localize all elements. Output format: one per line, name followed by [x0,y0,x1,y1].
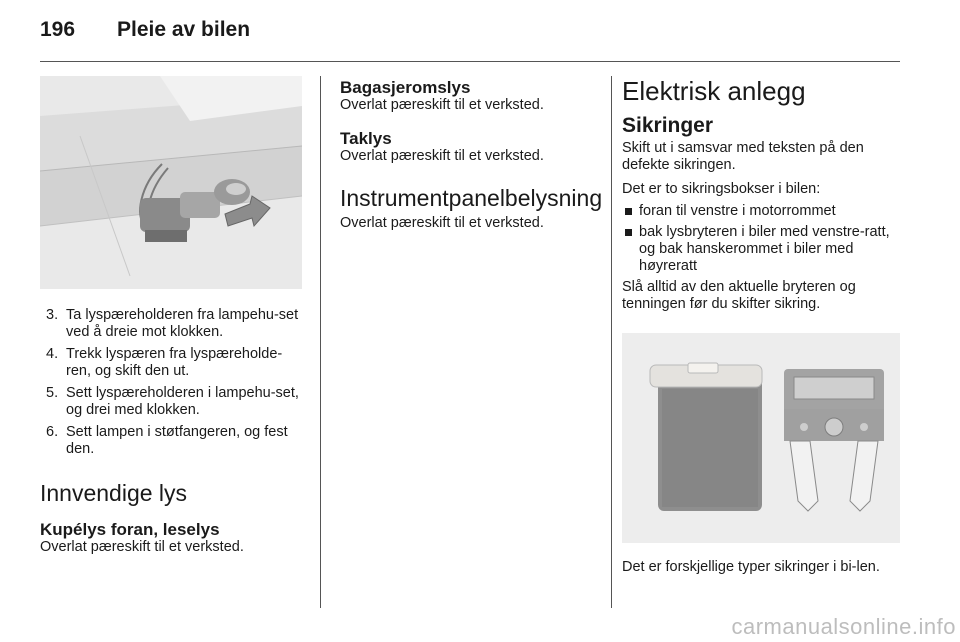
column-3 [622,76,902,576]
section-title-interior-lights: Innvendige lys [40,480,188,506]
bullet-icon [625,208,632,215]
bulb-holder-drawing [40,76,302,289]
header-rule [40,61,900,62]
bulb-holder-illustration [40,76,302,289]
page-number: 196 [40,18,76,41]
bullet-icon [625,229,632,236]
subsection-title-front-courtesy: Kupélys foran, leselys [40,520,220,539]
text-luggage-light: Overlat pæreskift til et verksted. [340,97,544,113]
fuse-box-list [622,203,902,275]
subsection-text-front-courtesy: Overlat pæreskift til et verksted. [40,539,244,555]
title-roof-light: Taklys [340,129,392,148]
column-1 [40,76,302,556]
subsection-title-fuses: Sikringer [622,114,714,137]
fuse-types-caption: Det er forskjellige typer sikringer i bi-len. [622,559,880,575]
title-luggage-light: Bagasjeromslys [340,78,471,97]
fuses-paragraph-1: Skift ut i samsvar med teksten på den defekte sikringen. [622,140,864,173]
step-item: 4. Trekk lyspæren fra lyspæreholde-ren, og skift den ut. [46,346,283,379]
page-title: Pleie av bilen [117,18,251,41]
fuses-paragraph-2: Det er to sikringsbokser i bilen: [622,181,821,197]
column-divider-left [320,76,321,608]
page-header [40,18,900,48]
title-instrument-panel-lighting: Instrumentpanelbelysning [340,185,603,211]
step-item: 6. Sett lampen i støtfangeren, og fest den. [46,424,288,457]
fuse-types-illustration [622,333,900,543]
watermark: carmanualsonline.info [731,614,956,639]
replacement-steps [40,307,302,458]
step-item: 5. Sett lyspæreholderen i lampehu-set, og drei med klokken. [46,385,299,418]
fuses-paragraph-3: Slå alltid av den aktuelle bryteren og tenningen før du skifter sikring. [622,279,856,312]
section-title-electrical: Elektrisk anlegg [622,76,806,106]
column-2 [340,76,602,232]
text-instrument-panel-lighting: Overlat pæreskift til et verksted. [340,215,544,231]
list-item: foran til venstre i motorrommet [622,203,902,220]
list-item: bak lysbryteren i biler med venstre-ratt, og bak hanskerommet i biler med høyreratt [622,224,902,275]
step-item: 3. Ta lyspæreholderen fra lampehu-set ved å dreie mot klokken. [46,307,299,340]
fuse-types-drawing [622,333,900,543]
column-divider-right [611,76,612,608]
text-roof-light: Overlat pæreskift til et verksted. [340,148,544,164]
